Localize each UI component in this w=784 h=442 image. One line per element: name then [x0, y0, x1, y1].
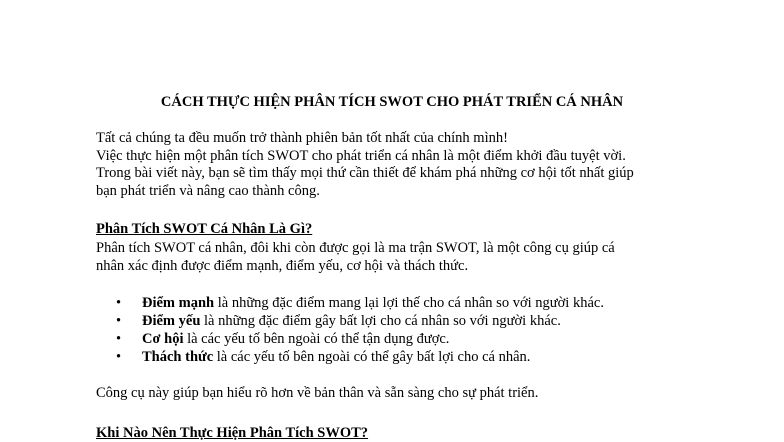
bullet-term: Điểm yếu: [142, 313, 201, 329]
list-item: [96, 312, 736, 330]
bullet-term: Cơ hội: [142, 331, 184, 347]
list-item: [96, 348, 736, 366]
section-line: Phân tích SWOT cá nhân, đôi khi còn được gọi là ma trận SWOT, là một công cụ giúp cá: [96, 240, 615, 256]
section-heading-when-to-swot: Khi Nào Nên Thực Hiện Phân Tích SWOT?: [96, 425, 369, 441]
intro-line: Trong bài viết này, bạn sẽ tìm thấy mọi thứ cần thiết để khám phá những cơ hội tốt nhất giúp: [96, 165, 634, 182]
bullet-text: là những đặc điểm gây bất lợi cho cá nhân so với người khác.: [200, 313, 561, 329]
bullet-text: là các yếu tố bên ngoài có thể tận dụng được.: [183, 331, 450, 347]
bullet-icon: •: [116, 331, 122, 347]
bullet-text: là các yếu tố bên ngoài có thể gây bất lợi cho cá nhân.: [213, 349, 531, 365]
section-line: nhân xác định được điểm mạnh, điểm yếu, cơ hội và thách thức.: [96, 258, 469, 274]
intro-line: bạn phát triển và nâng cao thành công.: [96, 182, 320, 199]
document-title: CÁCH THỰC HIỆN PHÂN TÍCH SWOT CHO PHÁT TRIỂN CÁ NHÂN: [160, 94, 624, 110]
intro-line: Tất cả chúng ta đều muốn trở thành phiên bản tốt nhất của chính mình!: [96, 130, 508, 146]
bullet-term: Điểm mạnh: [142, 295, 215, 311]
list-item: [96, 294, 736, 312]
closing-sentence: Công cụ này giúp bạn hiểu rõ hơn về bản thân và sẵn sàng cho sự phát triển.: [96, 385, 539, 401]
bullet-text: là những đặc điểm mang lại lợi thế cho cá nhân so với người khác.: [214, 295, 604, 311]
section-heading-what-is-swot: Phân Tích SWOT Cá Nhân Là Gì?: [96, 221, 313, 237]
intro-line: Việc thực hiện một phân tích SWOT cho phát triển cá nhân là một điểm khởi đầu tuyệt vời.: [96, 147, 626, 164]
bullet-icon: •: [116, 313, 122, 329]
bullet-term: Thách thức: [142, 349, 214, 365]
bullet-icon: •: [116, 349, 122, 365]
bullet-icon: •: [116, 295, 122, 311]
list-item: [96, 330, 736, 348]
swot-bullet-list: [96, 294, 736, 366]
section-paragraph: [96, 239, 736, 275]
intro-paragraph: [96, 130, 736, 200]
